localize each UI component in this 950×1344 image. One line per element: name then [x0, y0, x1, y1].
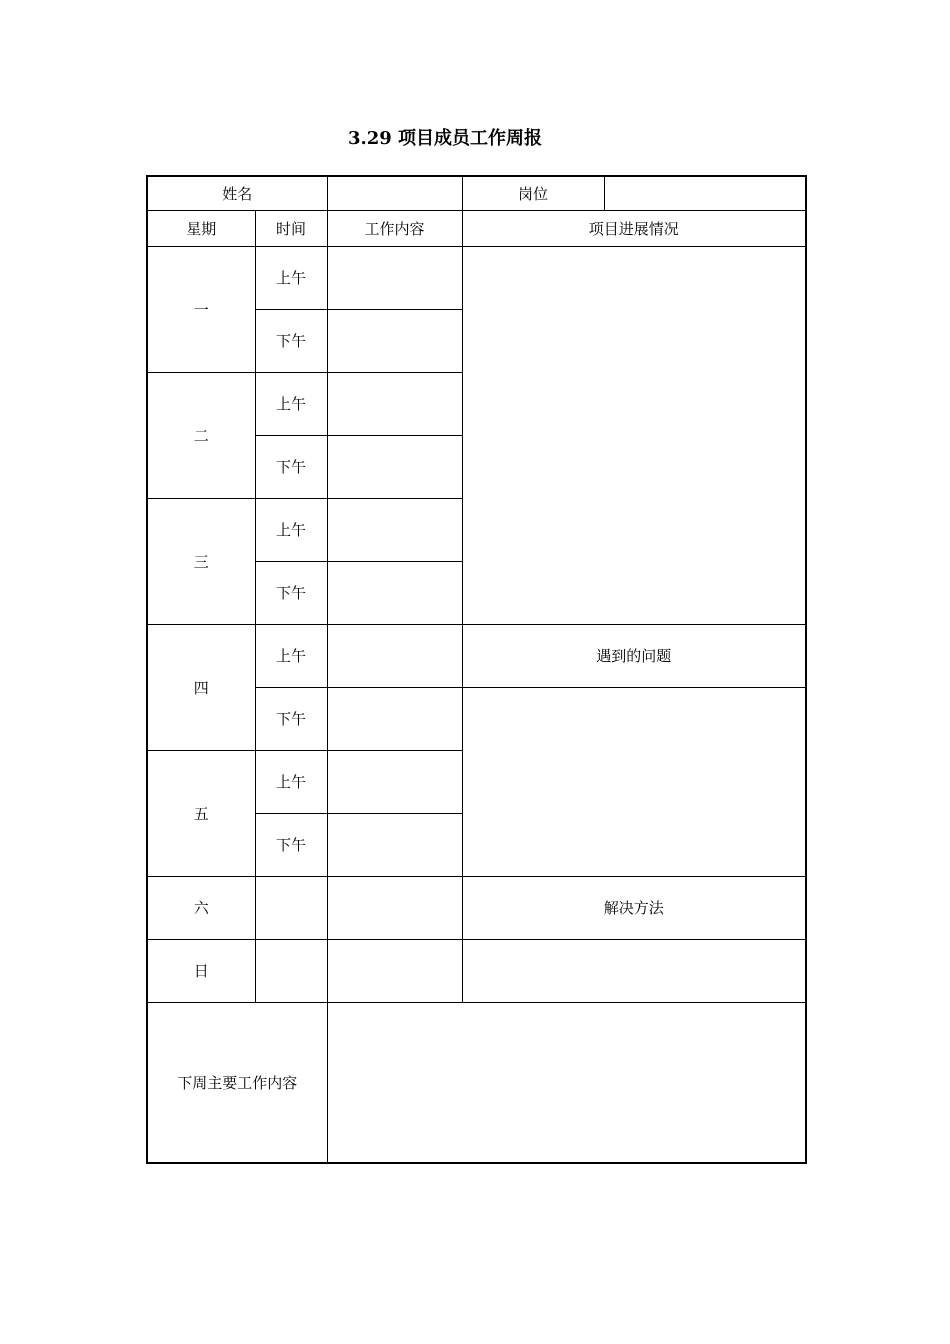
slot-afternoon: 下午: [255, 435, 327, 498]
solutions-header: 解决方法: [462, 876, 806, 939]
position-field[interactable]: [604, 176, 806, 210]
work-cell-fri-pm[interactable]: [327, 813, 462, 876]
day-monday: 一: [147, 246, 255, 372]
work-cell-tue-pm[interactable]: [327, 435, 462, 498]
work-cell-fri-am[interactable]: [327, 750, 462, 813]
table-row: [147, 1002, 806, 1163]
table-row: [147, 939, 806, 1002]
day-friday: 五: [147, 750, 255, 876]
table-row: [147, 624, 806, 687]
slot-afternoon: 下午: [255, 561, 327, 624]
time-header: 时间: [255, 210, 327, 246]
work-cell-thu-pm[interactable]: [327, 687, 462, 750]
progress-cell[interactable]: [462, 246, 806, 624]
position-label: 岗位: [462, 176, 604, 210]
slot-afternoon: 下午: [255, 687, 327, 750]
day-saturday: 六: [147, 876, 255, 939]
table-row: [147, 246, 806, 309]
next-week-label: 下周主要工作内容: [147, 1002, 327, 1163]
day-wednesday: 三: [147, 498, 255, 624]
weekday-header: 星期: [147, 210, 255, 246]
slot-morning: 上午: [255, 372, 327, 435]
problems-header: 遇到的问题: [462, 624, 806, 687]
work-cell-mon-am[interactable]: [327, 246, 462, 309]
progress-header: 项目进展情况: [462, 210, 806, 246]
header-row: [147, 176, 806, 210]
day-sunday: 日: [147, 939, 255, 1002]
time-cell-sun[interactable]: [255, 939, 327, 1002]
table-row: [147, 876, 806, 939]
slot-morning: 上午: [255, 498, 327, 561]
slot-afternoon: 下午: [255, 813, 327, 876]
slot-morning: 上午: [255, 624, 327, 687]
solutions-cell[interactable]: [462, 939, 806, 1002]
work-content-header: 工作内容: [327, 210, 462, 246]
work-cell-sat[interactable]: [327, 876, 462, 939]
work-cell-tue-am[interactable]: [327, 372, 462, 435]
slot-morning: 上午: [255, 750, 327, 813]
work-cell-wed-pm[interactable]: [327, 561, 462, 624]
page-title: 3.29 项目成员工作周报: [347, 128, 543, 149]
slot-morning: 上午: [255, 246, 327, 309]
day-tuesday: 二: [147, 372, 255, 498]
name-label: 姓名: [147, 176, 327, 210]
next-week-cell[interactable]: [327, 1002, 806, 1163]
problems-cell[interactable]: [462, 687, 806, 876]
column-header-row: [147, 210, 806, 246]
work-cell-sun[interactable]: [327, 939, 462, 1002]
slot-afternoon: 下午: [255, 309, 327, 372]
time-cell-sat[interactable]: [255, 876, 327, 939]
name-field[interactable]: [327, 176, 462, 210]
day-thursday: 四: [147, 624, 255, 750]
work-cell-thu-am[interactable]: [327, 624, 462, 687]
weekly-report-table: [146, 175, 807, 1164]
work-cell-mon-pm[interactable]: [327, 309, 462, 372]
work-cell-wed-am[interactable]: [327, 498, 462, 561]
